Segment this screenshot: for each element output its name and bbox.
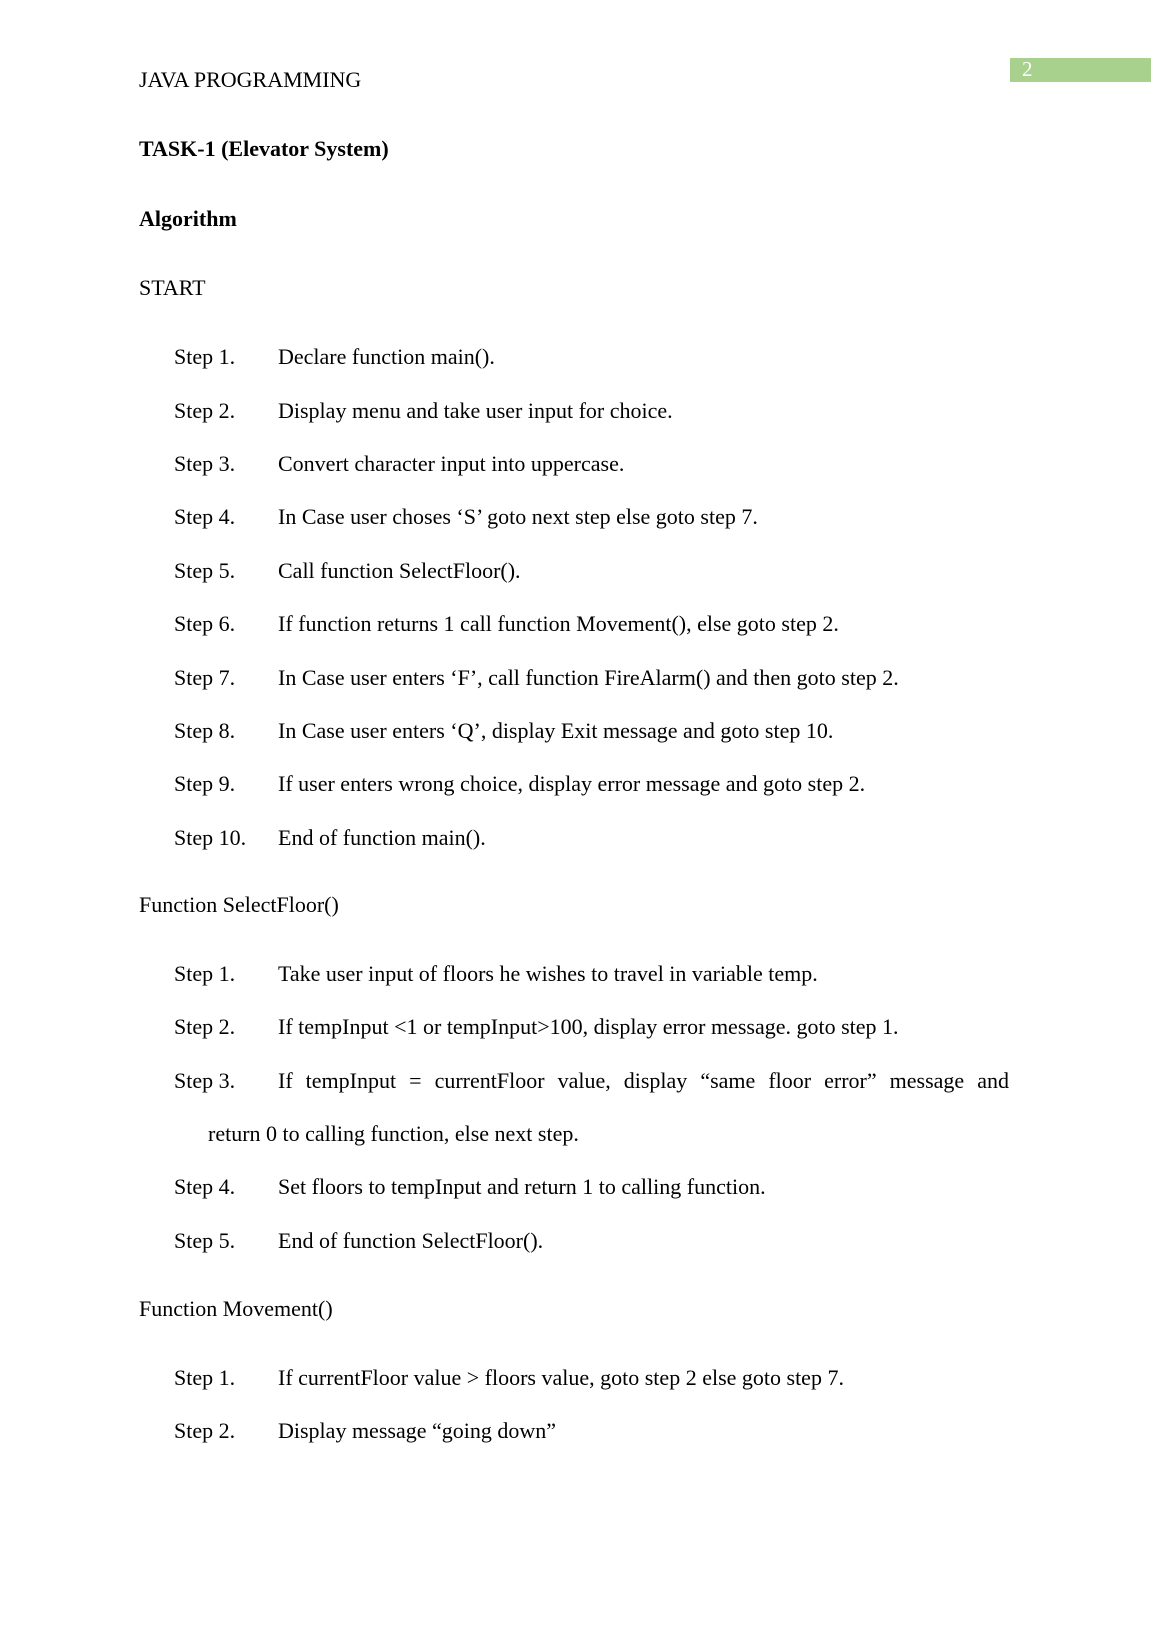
select-floor-step-label: Step 4. bbox=[174, 1174, 236, 1199]
main-step-label: Step 2. bbox=[174, 398, 236, 423]
main-step-text: Convert character input into uppercase. bbox=[278, 451, 625, 476]
main-step-text: Declare function main(). bbox=[278, 344, 495, 369]
main-step-label: Step 6. bbox=[174, 611, 236, 636]
main-step-text: If function returns 1 call function Movement(), else goto step 2. bbox=[278, 611, 839, 636]
algorithm-heading: Algorithm bbox=[139, 206, 237, 231]
movement-step-text: Display message “going down” bbox=[278, 1418, 556, 1443]
page-number: 2 bbox=[1022, 57, 1033, 81]
start-label: START bbox=[139, 275, 206, 300]
main-step-text: Display menu and take user input for choice. bbox=[278, 398, 673, 423]
select-floor-title: Function SelectFloor() bbox=[139, 892, 339, 917]
select-floor-step-text: If tempInput = currentFloor value, display “same floor error” message and bbox=[278, 1068, 1009, 1093]
main-step-label: Step 7. bbox=[174, 665, 236, 690]
main-step-label: Step 1. bbox=[174, 344, 236, 369]
main-step-label: Step 8. bbox=[174, 718, 236, 743]
select-floor-step-label: Step 1. bbox=[174, 961, 236, 986]
main-step-label: Step 9. bbox=[174, 771, 236, 796]
main-step-label: Step 3. bbox=[174, 451, 236, 476]
select-floor-step-text: Set floors to tempInput and return 1 to calling function. bbox=[278, 1174, 766, 1199]
page-header-title: JAVA PROGRAMMING bbox=[139, 67, 362, 92]
main-step-text: In Case user choses ‘S’ goto next step else goto step 7. bbox=[278, 504, 758, 529]
main-step-text: In Case user enters ‘Q’, display Exit message and goto step 10. bbox=[278, 718, 834, 743]
movement-step-text: If currentFloor value > floors value, goto step 2 else goto step 7. bbox=[278, 1365, 844, 1390]
page-number-box bbox=[1010, 58, 1151, 82]
select-floor-step-label: Step 2. bbox=[174, 1014, 236, 1039]
select-floor-step-label: Step 3. bbox=[174, 1068, 236, 1093]
main-step-text: Call function SelectFloor(). bbox=[278, 558, 521, 583]
main-step-label: Step 5. bbox=[174, 558, 236, 583]
select-floor-step-continuation: return 0 to calling function, else next step. bbox=[208, 1121, 579, 1146]
select-floor-step-text: End of function SelectFloor(). bbox=[278, 1228, 544, 1253]
select-floor-step-text: Take user input of floors he wishes to travel in variable temp. bbox=[278, 961, 818, 986]
movement-step-label: Step 1. bbox=[174, 1365, 236, 1390]
select-floor-step-text: If tempInput <1 or tempInput>100, display error message. goto step 1. bbox=[278, 1014, 899, 1039]
movement-title: Function Movement() bbox=[139, 1296, 333, 1321]
main-step-text: End of function main(). bbox=[278, 825, 486, 850]
main-step-text: If user enters wrong choice, display error message and goto step 2. bbox=[278, 771, 866, 796]
movement-step-label: Step 2. bbox=[174, 1418, 236, 1443]
task-title: TASK-1 (Elevator System) bbox=[139, 136, 389, 161]
main-step-label: Step 10. bbox=[174, 825, 247, 850]
main-step-label: Step 4. bbox=[174, 504, 236, 529]
select-floor-step-label: Step 5. bbox=[174, 1228, 236, 1253]
main-step-text: In Case user enters ‘F’, call function FireAlarm() and then goto step 2. bbox=[278, 665, 899, 690]
